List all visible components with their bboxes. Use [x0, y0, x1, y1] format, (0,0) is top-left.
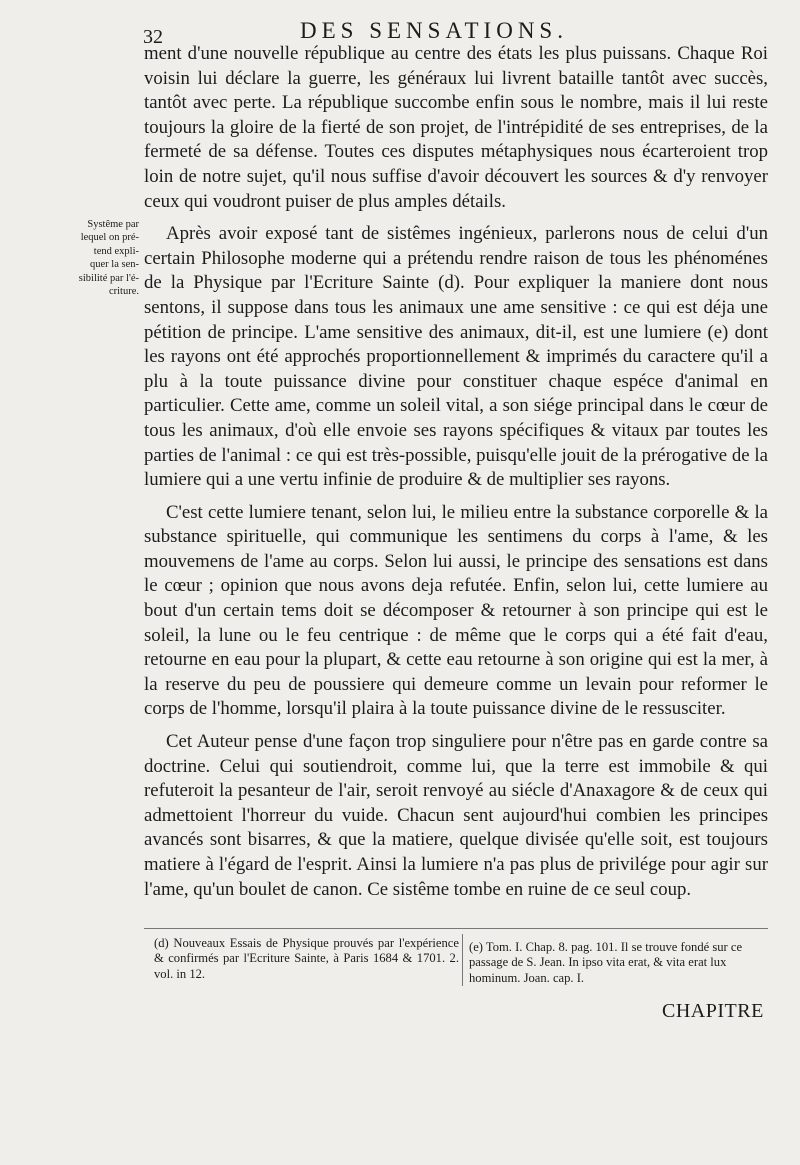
catchword: CHAPITRE	[662, 1000, 764, 1022]
footnote-e: (e) Tom. I. Chap. 8. pag. 101. Il se trouve fondé sur ce passage de S. Jean. In ipso vita erat, & vita erat lux hominum. Joan. cap. I.	[469, 940, 743, 985]
margin-note-line: criture.	[108, 286, 139, 298]
running-title: DES SENSATIONS.	[300, 18, 568, 43]
paragraph-3: C'est cette lumiere tenant, selon lui, le milieu entre la substance corporelle & la substance spirituelle, qui communique les sentimens du corps à l'ame, & les mouvemens de l'ame au corps. Selon lui aussi, le principe des sensations est dans le cœur ; opinion que nous avons deja refutée. Enfin, selon lui, cette lumiere au bout d'un certain tems doit se décomposer & retourner à son principe qui est le soleil, la lune ou le feu centrique : de même que le corps qui a été fait d'eau, retourne en eau pour la plupart, & cette eau retourne à son origine qui est la mer, à la reserve du peu de poussiere qui demeure comme un levain pour reformer le corps de l'homme, lorsqu'il plaira à la toute puissance divine de le ressusciter.	[144, 501, 768, 720]
paragraph-2: Après avoir exposé tant de sistêmes ingénieux, parlerons nous de celui d'un certain Philosophe moderne qui a prétendu rendre raison de tous les phénoménes de la Physique par l'Ecriture Sainte (d). Pour expliquer la maniere dont nous sentons, il suppose dans tous les animaux une ame sensitive : ce qui est déja une pétition de principe. L'ame sensitive des animaux, dit-il, est une lumiere (e) dont les rayons ont été approchés proportionnellement & imprimés du caractere qu'il a plu à la toute puissance divine pour constituer chaque espéce d'animal en particulier. Cette ame, comme un soleil vital, a son siége principal dans le cœur de tous les animaux, d'où elle envoie ses rayons spécifiques & vitaux par toutes les parties de l'animal : ce qui est très-possible, puisqu'elle jouit de la prérogative de la lumiere qui a une vertu infinie de produire & de multiplier ses rayons.	[144, 223, 768, 491]
margin-note-line: tend expli-	[93, 245, 139, 257]
page-number: 32	[143, 26, 163, 48]
paragraph-1: ment d'une nouvelle république au centre des états les plus puissans. Chaque Roi voisin lui déclare la guerre, les généraux lui livrent bataille tantôt avec succès, tantôt avec perte. La république succombe enfin sous le nombre, mais il lui reste toujours la gloire de la fierté de son projet, de l'intrépidité de ses entreprises, de la fermeté de sa défense. Toutes ces disputes métaphysiques nous écarteroient trop loin de notre sujet, qu'il nous suffise d'avoir découvert les sources & d'y renvoyer ceux qui voudront puiser de plus amples détails.	[144, 43, 768, 212]
paragraph-4: Cet Auteur pense d'une façon trop singuliere pour n'être pas en garde contre sa doctrine. Celui qui soutiendroit, comme lui, que la terre est immobile & qui refuteroit la pesanteur de l'air, seroit renvoyé au siécle d'Anaxagore & de ceux qui admettoient l'horreur du vuide. Chacun sent aujourd'hui combien les principes avancés sont bisarres, & que la matiere, quelque divisée qu'elle soit, est toujours matiere à l'égard de l'esprit. Ainsi la lumiere n'a pas plus de privilége pour agir sur l'ame, qu'un boulet de canon. Ce sistême tombe en ruine de ce seul coup.	[144, 731, 768, 900]
footnote-divider	[462, 934, 463, 986]
footnote-rule	[144, 928, 768, 929]
main-text	[144, 42, 768, 902]
margin-note-line: quer la sen-	[90, 259, 139, 271]
margin-note-line: Systême par	[87, 219, 139, 230]
margin-note-line: lequel on pré-	[80, 232, 139, 244]
margin-note-line: sibilité par l'é-	[78, 272, 139, 284]
footnote-d: (d) Nouveaux Essais de Physique prouvés par l'expérience & confirmés par l'Ecriture Sainte, à Paris 1684 & 1701. 2. vol. in 12.	[154, 936, 459, 981]
margin-note	[57, 218, 139, 298]
